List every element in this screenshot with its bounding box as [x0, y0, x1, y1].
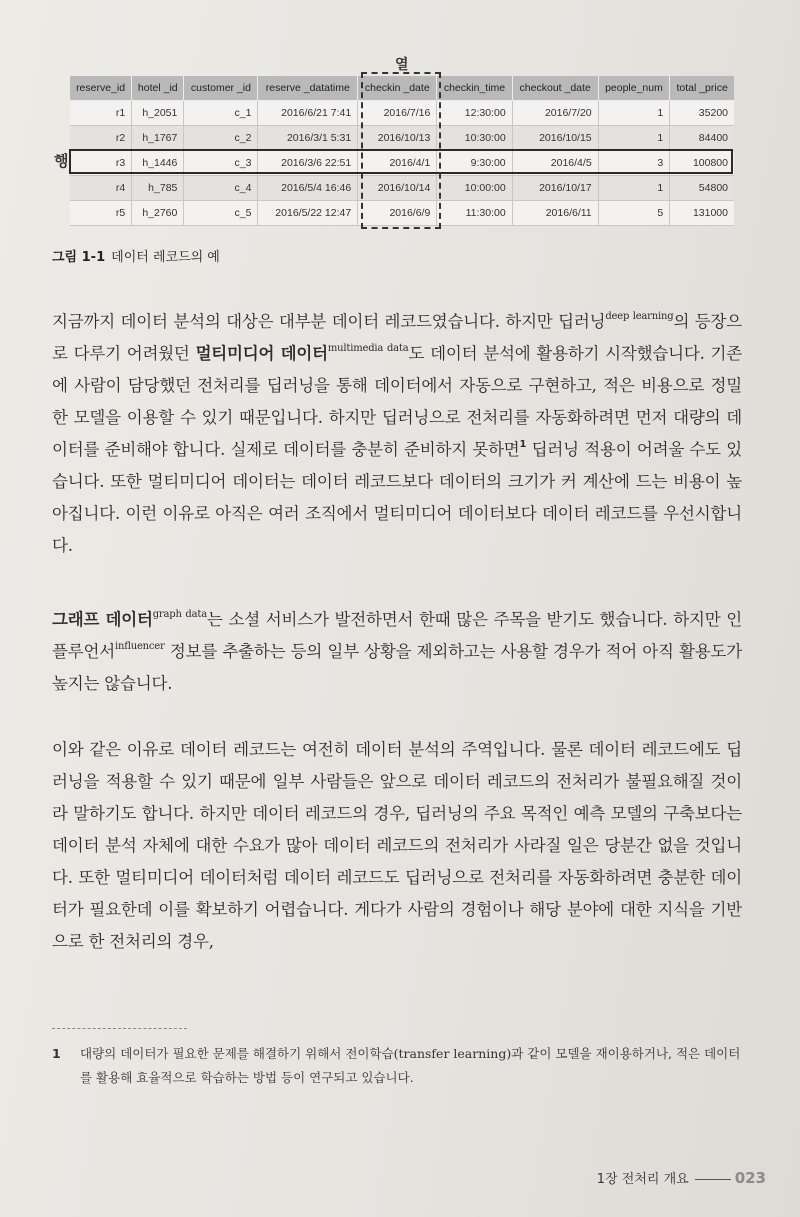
- table-cell: 10:30:00: [437, 126, 512, 151]
- table-cell: 2016/7/16: [358, 101, 437, 126]
- table-cell: 2016/3/1 5:31: [258, 126, 358, 151]
- header-checkin-date: checkin _date: [358, 76, 437, 101]
- footer-rule: [695, 1179, 731, 1180]
- page-number: 023: [734, 1169, 766, 1187]
- table-cell: h_1446: [132, 151, 184, 176]
- text-run: 딥러닝 적용이 어려울 수도 있습니다. 또한 멀티미디어 데이터는 데이터 레코드보다 데이터의 크기가 커 계산에 드는 비용이 높아집니다. 이런 이유로 아직은 여러 조직에서 멀티미디어 데이터보다 데이터 레코드를 우선시합니다.: [52, 440, 742, 555]
- text-run: 정보를 추출하는 등의 일부 상황을 제외하고는 사용할 경우가 적어 아직 활용도가 높지는 않습니다.: [52, 642, 742, 693]
- page-footer: [597, 1168, 766, 1187]
- table-cell: h_2760: [132, 201, 184, 226]
- bold-term: 그래프 데이터: [52, 610, 153, 629]
- table-cell: h_2051: [132, 101, 184, 126]
- table-cell: 1: [598, 101, 670, 126]
- superscript-term: multimedia data: [327, 343, 409, 354]
- footnote-text: 대량의 데이터가 필요한 문제를 해결하기 위해서 전이학습(transfer learning)과 같이 모델을 재이용하거나, 적은 데이터를 활용해 효율적으로 학습하는 방법 등이 연구되고 있습니다.: [80, 1046, 741, 1085]
- footnote-divider: [52, 1028, 187, 1029]
- table-cell: 2016/10/15: [512, 126, 598, 151]
- superscript-term: deep learning: [605, 311, 674, 322]
- table-cell: 2016/6/21 7:41: [258, 101, 358, 126]
- table-cell: 1: [598, 176, 670, 201]
- text-run: 는 소셜 서비스가 발전하면서 한때 많은 주목을 받기도 했습니다. 하지만 인플루언서: [52, 610, 742, 661]
- table-cell: 2016/6/9: [358, 201, 437, 226]
- header-hotel-id: hotel _id: [132, 76, 184, 101]
- table-cell: r4: [70, 176, 132, 201]
- table-cell: c_2: [184, 126, 258, 151]
- table-cell: r1: [70, 101, 132, 126]
- table-cell: 3: [598, 151, 670, 176]
- table-cell: 2016/10/13: [358, 126, 437, 151]
- table-cell: 2016/5/22 12:47: [258, 201, 358, 226]
- table-cell: r3: [70, 151, 132, 176]
- table-cell: c_5: [184, 201, 258, 226]
- table-cell: 5: [598, 201, 670, 226]
- paragraph-3: 이와 같은 이유로 데이터 레코드는 여전히 데이터 분석의 주역입니다. 물론 데이터 레코드에도 딥러닝을 적용할 수 있기 때문에 일부 사람들은 앞으로 데이터 레코드의 전처리가 불필요해질 것이라 말하기도 합니다. 하지만 데이터 레코드의 경우, 딥러닝의 주요 목적인 예측 모델의 구축보다는 데이터 분석 자체에 대한 수요가 많아 데이터 레코드의 전처리가 사라질 일은 당분간 없을 것입니다. 또한 멀티미디어 데이터처럼 데이터 레코드도 딥러닝으로 전처리를 자동화하려면 충분한 데이터가 필요한데 이를 확보하기 어렵습니다. 게다가 사람의 경험이나 해당 분야에 대한 지식을 기반으로 한 전처리의 경우,: [52, 740, 743, 951]
- header-checkout-date: checkout _date: [512, 76, 598, 101]
- table-cell: 2016/4/1: [358, 151, 437, 176]
- table-cell: 2016/5/4 16:46: [258, 176, 358, 201]
- header-checkin-time: checkin_time: [437, 76, 512, 101]
- header-people-num: people_num: [598, 76, 670, 101]
- superscript-term: influencer: [114, 641, 165, 652]
- footnote-number: 1: [52, 1046, 61, 1061]
- table-cell: 10:00:00: [437, 176, 512, 201]
- paragraph-1: [52, 306, 742, 562]
- table-cell: 9:30:00: [437, 151, 512, 176]
- footnote-ref: 1: [519, 439, 527, 450]
- table-cell: 1: [598, 126, 670, 151]
- table-cell: c_1: [184, 101, 258, 126]
- superscript-term: graph data: [152, 609, 207, 620]
- bold-term: 멀티미디어 데이터: [195, 344, 328, 363]
- table-cell: 12:30:00: [437, 101, 512, 126]
- table-cell: 2016/7/20: [512, 101, 598, 126]
- header-customer-id: customer _id: [184, 76, 258, 101]
- table-cell: 35200: [670, 101, 734, 126]
- table-cell: c_4: [184, 176, 258, 201]
- table-cell: 11:30:00: [437, 201, 512, 226]
- row-label: 행: [54, 152, 69, 170]
- header-reserve-datetime: reserve _datatime: [258, 76, 358, 101]
- chapter-label: 1장 전처리 개요: [596, 1172, 689, 1187]
- paragraph-2: [52, 604, 742, 700]
- table-cell: r5: [70, 201, 132, 226]
- column-highlight-box: [361, 72, 441, 229]
- table-cell: 54800: [670, 176, 734, 201]
- header-reserve-id: reserve_id: [70, 76, 132, 101]
- table-cell: 84400: [670, 126, 734, 151]
- table-cell: 2016/10/14: [358, 176, 437, 201]
- text-run: 의 등장으로 다루기 어려웠던: [52, 312, 742, 363]
- table-cell: 2016/10/17: [512, 176, 598, 201]
- text-run: 지금까지 데이터 분석의 대상은 대부분 데이터 레코드였습니다. 하지만 딥러닝: [52, 312, 606, 331]
- table-cell: r2: [70, 126, 132, 151]
- figure-number: 그림 1-1: [52, 250, 106, 265]
- table-cell: 100800: [670, 151, 734, 176]
- table-cell: h_785: [132, 176, 184, 201]
- figure-caption: [52, 246, 220, 265]
- table-cell: 2016/3/6 22:51: [258, 151, 358, 176]
- table-cell: 131000: [670, 201, 734, 226]
- text-run: 도 데이터 분석에 활용하기 시작했습니다. 기존에 사람이 담당했던 전처리를 딥러닝을 통해 데이터에서 자동으로 구현하고, 적은 비용으로 정밀한 모델을 이용할 수 있기 때문입니다. 하지만 딥러닝으로 전처리를 자동화하려면 먼저 대량의 데이터를 준비해야 합니다. 실제로 데이터를 충분히 준비하지 못하면: [52, 344, 743, 459]
- footnote: [52, 1042, 752, 1090]
- table-cell: 2016/6/11: [512, 201, 598, 226]
- table-cell: h_1767: [132, 126, 184, 151]
- column-label: 열: [395, 57, 409, 73]
- figure-caption-text: 데이터 레코드의 예: [111, 250, 220, 265]
- header-total-price: total _price: [670, 76, 734, 101]
- table-cell: 2016/4/5: [512, 151, 598, 176]
- table-cell: c_3: [184, 151, 258, 176]
